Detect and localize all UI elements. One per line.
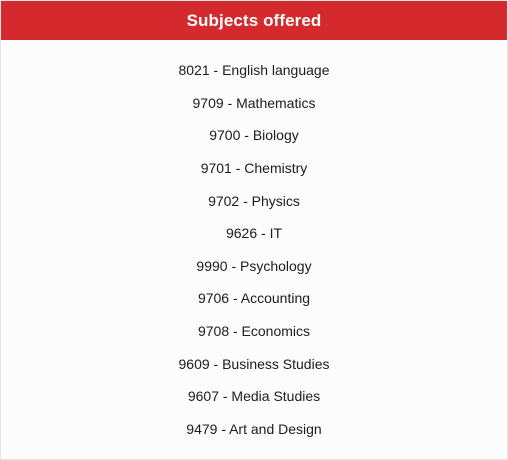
subject-item: 9607 - Media Studies	[187, 388, 321, 405]
subject-item: 9701 - Chemistry	[200, 160, 308, 177]
header-title: Subjects offered	[186, 10, 322, 30]
subject-item: 9990 - Psychology	[196, 257, 312, 274]
subject-item: 8021 - English language	[178, 62, 330, 79]
subject-item: 9700 - Biology	[209, 127, 299, 144]
subject-item: 9709 - Mathematics	[192, 94, 316, 111]
subject-item: 9626 - IT	[225, 225, 283, 242]
subject-item: 9609 - Business Studies	[178, 355, 330, 372]
subject-item: 9706 - Accounting	[197, 290, 311, 307]
subject-item: 9479 - Art and Design	[186, 420, 322, 437]
subject-item: 9702 - Physics	[208, 192, 300, 209]
subject-item: 9708 - Economics	[197, 323, 311, 340]
header-bar	[1, 1, 507, 40]
subject-list	[1, 40, 507, 445]
